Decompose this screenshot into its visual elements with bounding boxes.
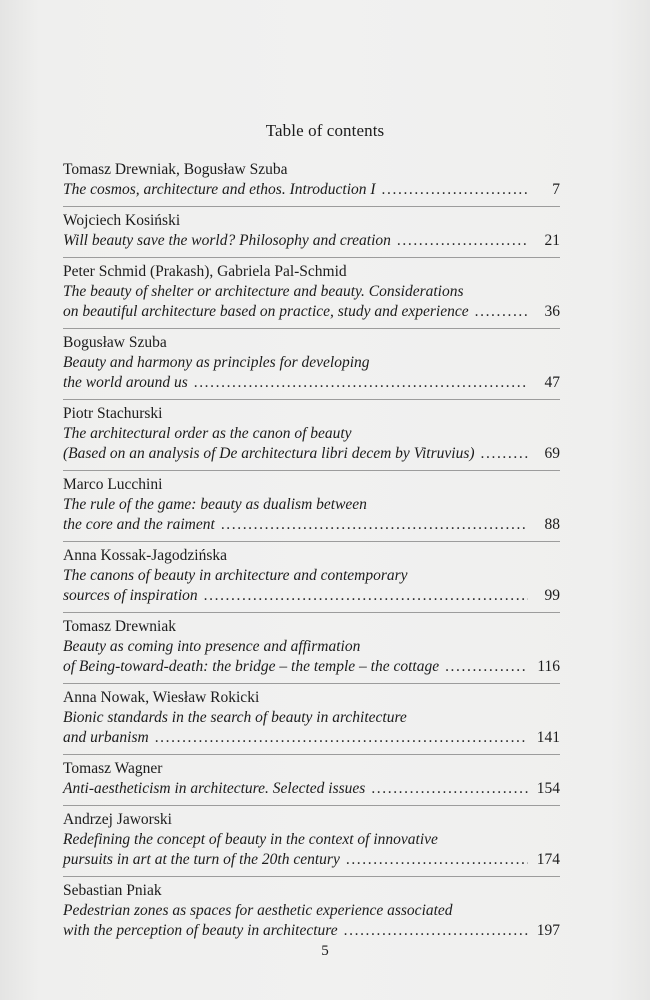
toc-entry xyxy=(63,684,560,755)
toc-entry-title-line: pursuits in art at the turn of the 20th century xyxy=(63,851,340,868)
toc-entry-title-line: Bionic standards in the search of beauty in architecture xyxy=(63,709,407,726)
toc-entry-title-line: The canons of beauty in architecture and contemporary xyxy=(63,567,408,584)
toc-entry-title-row xyxy=(63,373,560,393)
toc-entry-title-line: The rule of the game: beauty as dualism between xyxy=(63,496,367,513)
dot-leader xyxy=(481,444,528,464)
toc-entry-authors: Anna Kossak-Jagodzińska xyxy=(63,547,228,564)
toc-entry-page-number: 7 xyxy=(552,181,560,198)
dot-leader xyxy=(397,231,528,251)
toc-entry-authors: Marco Lucchini xyxy=(63,476,163,493)
toc-entry xyxy=(63,400,560,471)
toc-entry xyxy=(63,542,560,613)
toc-entry-authors: Peter Schmid (Prakash), Gabriela Pal-Schmid xyxy=(63,263,347,280)
dot-leader xyxy=(204,586,528,606)
toc-entry-title-line: Beauty as coming into presence and affirmation xyxy=(63,638,361,655)
table-of-contents xyxy=(63,160,560,947)
toc-entry-title-line: Beauty and harmony as principles for developing xyxy=(63,354,370,371)
page-title: Table of contents xyxy=(265,121,385,140)
dot-leader xyxy=(475,302,528,322)
toc-entry xyxy=(63,258,560,329)
toc-entry-authors: Andrzej Jaworski xyxy=(63,811,172,828)
toc-entry-authors: Tomasz Drewniak, Bogusław Szuba xyxy=(63,161,288,178)
toc-entry-title-row xyxy=(63,921,560,941)
toc-entry-page-number: 197 xyxy=(536,922,560,939)
toc-entry-authors: Tomasz Wagner xyxy=(63,760,163,777)
toc-entry-title-row xyxy=(63,728,560,748)
toc-entry-page-number: 174 xyxy=(536,851,560,868)
toc-entry-page-number: 99 xyxy=(544,587,560,604)
toc-entry xyxy=(63,806,560,877)
toc-entry-title-row xyxy=(63,850,560,870)
toc-entry-title-line: the core and the raiment xyxy=(63,516,215,533)
toc-entry-page-number: 154 xyxy=(536,780,560,797)
toc-entry-title-row xyxy=(63,444,560,464)
toc-entry-authors: Anna Nowak, Wiesław Rokicki xyxy=(63,689,260,706)
toc-entry-authors: Wojciech Kosiński xyxy=(63,212,181,229)
toc-entry-title-line: sources of inspiration xyxy=(63,587,198,604)
dot-leader xyxy=(344,921,528,941)
toc-entry-title-line: (Based on an analysis of De architectura libri decem by Vitruvius) xyxy=(63,445,475,462)
toc-entry-page-number: 36 xyxy=(544,303,560,320)
toc-entry xyxy=(63,613,560,684)
toc-entry-title-row xyxy=(63,302,560,322)
toc-entry-title-line: Anti-aestheticism in architecture. Selected issues xyxy=(63,780,366,797)
toc-entry-title-line: and urbanism xyxy=(63,729,149,746)
dot-leader xyxy=(371,779,528,799)
toc-entry-title-line: with the perception of beauty in architecture xyxy=(63,922,338,939)
toc-entry-authors: Sebastian Pniak xyxy=(63,882,162,899)
toc-entry-title-line: of Being-toward-death: the bridge – the temple – the cottage xyxy=(63,658,440,675)
toc-entry-authors: Piotr Stachurski xyxy=(63,405,163,422)
toc-entry-page-number: 116 xyxy=(537,658,560,675)
toc-entry-page-number: 21 xyxy=(544,232,560,249)
toc-entry xyxy=(63,160,560,207)
toc-entry-title-row xyxy=(63,231,560,251)
toc-entry-authors: Tomasz Drewniak xyxy=(63,618,176,635)
toc-entry-title-row xyxy=(63,779,560,799)
toc-entry-title-line: Pedestrian zones as spaces for aesthetic experience associated xyxy=(63,902,453,919)
toc-entry-title-line: The architectural order as the canon of beauty xyxy=(63,425,352,442)
dot-leader xyxy=(155,728,528,748)
dot-leader xyxy=(194,373,528,393)
toc-entry xyxy=(63,755,560,806)
toc-entry-title-line: Redefining the concept of beauty in the context of innovative xyxy=(63,831,438,848)
toc-entry-page-number: 141 xyxy=(536,729,560,746)
toc-entry-title-line: the world around us xyxy=(63,374,188,391)
toc-entry-title-line: The beauty of shelter or architecture and beauty. Considerations xyxy=(63,283,464,300)
toc-entry xyxy=(63,471,560,542)
toc-entry-title-line: on beautiful architecture based on practice, study and experience xyxy=(63,303,469,320)
toc-entry-authors: Bogusław Szuba xyxy=(63,334,167,351)
dot-leader xyxy=(221,515,528,535)
toc-entry-title-row xyxy=(63,515,560,535)
toc-entry-title-line: Will beauty save the world? Philosophy and creation xyxy=(63,232,391,249)
toc-entry-page-number: 69 xyxy=(544,445,560,462)
dot-leader xyxy=(382,180,528,200)
toc-entry-page-number: 88 xyxy=(544,516,560,533)
page-number: 5 xyxy=(321,943,329,959)
dot-leader xyxy=(346,850,528,870)
dot-leader xyxy=(445,657,528,677)
toc-entry xyxy=(63,207,560,258)
toc-entry-title-row xyxy=(63,180,560,200)
toc-entry xyxy=(63,877,560,947)
toc-entry-title-row xyxy=(63,657,560,677)
toc-entry-page-number: 47 xyxy=(544,374,560,391)
toc-entry-title-row xyxy=(63,586,560,606)
toc-entry-title-line: The cosmos, architecture and ethos. Introduction I xyxy=(63,181,376,198)
toc-entry xyxy=(63,329,560,400)
